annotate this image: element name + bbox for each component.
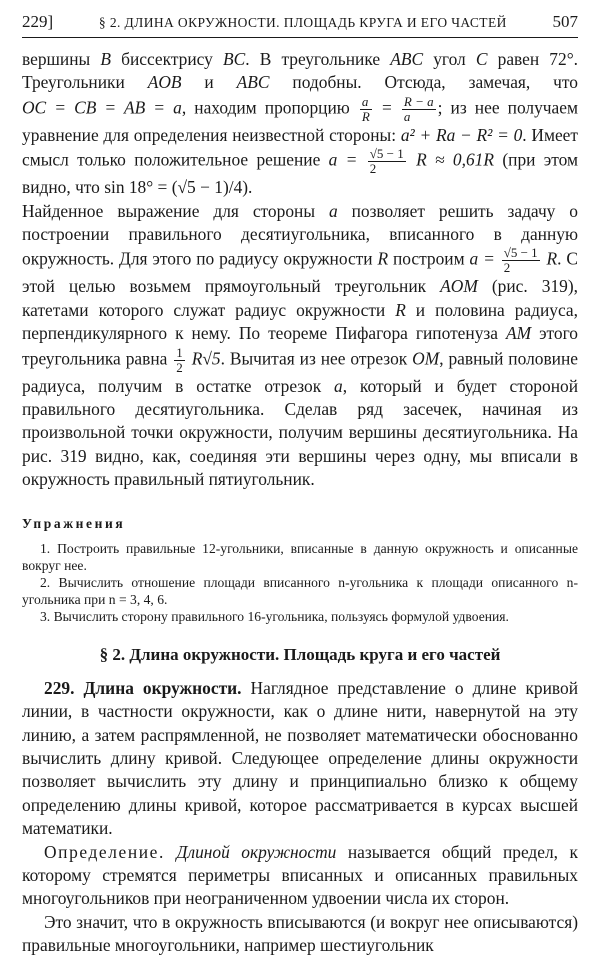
var: ABC <box>236 72 270 93</box>
equation: R√5 <box>186 348 221 369</box>
exercises-heading: Упражнения <box>22 515 126 531</box>
equation: R ≈ 0,61R <box>407 149 494 170</box>
header-title: § 2. ДЛИНА ОКРУЖНОСТИ. ПЛОЩАДЬ КРУГА И ЕГО ЧАСТЕЙ <box>98 15 507 30</box>
text: и половина радиуса, перпендикулярного к нему. По теореме Пифагора гипотенуза <box>22 299 578 344</box>
definition-label: Определение. <box>44 841 165 862</box>
frac-den: a <box>403 108 411 124</box>
frac-den: R <box>361 108 370 124</box>
text: Найденное выражение для стороны <box>22 200 329 221</box>
text: , находим пропорцию <box>181 97 358 118</box>
text: . В треугольнике <box>245 49 391 69</box>
text: . Имеет смысл только положительное решение <box>22 124 578 170</box>
var: C <box>475 49 488 69</box>
running-header <box>22 12 578 38</box>
fraction-r-minus-a <box>402 95 436 124</box>
text: вершины <box>22 49 101 69</box>
paragraph-4 <box>22 841 578 911</box>
text: (рис. 319), катетами которого служат радиус окружности <box>22 276 579 320</box>
text: угол <box>423 49 476 69</box>
fraction-half <box>174 346 185 375</box>
book-page <box>22 12 578 958</box>
text: позволяет решить задачу о построении правильного десятиугольника, вписанного в данную окружность. Для этого по радиусу окружности <box>22 200 579 269</box>
paragraph-5: Это значит, что в окружность вписываются (и вокруг нее описываются) правильные многоугольники, например шестиугольник <box>22 911 578 956</box>
fraction-solution <box>368 147 406 176</box>
page-number: 507 <box>552 12 578 31</box>
var: a <box>334 375 343 396</box>
equals: = <box>373 97 400 118</box>
frac-den: 2 <box>369 161 377 177</box>
frac-num: R − a <box>403 93 434 109</box>
frac-num: √5 − 1 <box>503 245 538 261</box>
exercise-item: 2. Вычислить отношение площади вписанного n-угольника к площади описанного n-угольника при n = 3, 4, 6. <box>22 574 578 607</box>
text: . Вычитая из нее отрезок <box>220 348 413 369</box>
var: AOM <box>440 276 478 297</box>
exercise-item: 1. Построить правильные 12-угольники, вписанные в данную окружность и описанные вокруг нее. <box>22 540 578 573</box>
var: B <box>100 49 111 69</box>
paragraph-1 <box>22 48 578 200</box>
text: (при этом видно, что sin 18° = (√5 − 1)/4). <box>22 149 578 198</box>
text: построим <box>388 248 470 269</box>
equation: a = <box>328 149 366 170</box>
text: равен 72°. Треугольники <box>22 49 578 93</box>
text: , равный половине радиуса, получим в остатке отрезок <box>22 348 578 396</box>
var: AM <box>505 323 532 344</box>
var: OM <box>412 348 440 369</box>
paragraph-3 <box>22 677 578 841</box>
text: , который и будет стороной правильного десятиугольника. Сделав ряд засечек, начиная из произвольной точки окружности, получим вершины десятиугольника. На рис. 319 видно, как, соединяя эти вершины через одну, мы вписали в окружность правильный пятиугольник. <box>22 375 578 490</box>
var: AOB <box>147 72 182 93</box>
text: . С этой целью возьмем прямоугольный треугольник <box>22 248 578 297</box>
frac-den: 2 <box>176 359 183 375</box>
section-number: 229] <box>22 12 54 31</box>
defined-term: Длиной окружности <box>176 841 337 862</box>
fraction-solution <box>502 246 540 275</box>
equation: a = <box>469 248 500 269</box>
text: Наглядное представление о длине кривой линии, в частности окружности, как о длине нити, навернутой на эту линию, а затем распрямленной, не позволяет математически обоснованно вычислить длину кривой. Следующее определение длины окружности позволяет вычислить эту длину и принципиально близко к общему определению длины кривой, которое рассматривается в курсах высшей математики. <box>22 677 578 839</box>
var: a <box>328 200 338 221</box>
text: ; из нее получаем уравнение для определения неизвестной стороны: <box>22 97 578 145</box>
frac-num: √5 − 1 <box>369 146 404 162</box>
exercise-item: 3. Вычислить сторону правильного 16-угольника, пользуясь формулой удвоения. <box>40 608 509 624</box>
frac-den: 2 <box>503 260 511 276</box>
frac-num: 1 <box>176 344 183 360</box>
var: ABC <box>390 49 424 69</box>
equation: a² + Ra − R² = 0 <box>400 124 523 145</box>
text: подобны. Отсюда, замечая, что <box>269 72 578 93</box>
var: R <box>377 248 389 269</box>
text: называется общий предел, к которому стремятся периметры вписанных и описанных правильных многоугольников при неограниченном удвоении числа их сторон. <box>22 841 578 909</box>
frac-num: a <box>360 95 372 110</box>
text: биссектрису <box>110 49 223 69</box>
equation: OC = CB = AB = a <box>22 97 182 118</box>
var: BC <box>223 49 246 69</box>
text: этого треугольника равна <box>22 323 579 369</box>
subsection-title: 229. Длина окружности. <box>44 677 242 698</box>
section-heading: § 2. Длина окружности. Площадь круга и его частей <box>99 644 501 664</box>
text: и <box>181 72 237 93</box>
equation: R <box>541 248 558 269</box>
fraction-a-over-R <box>360 95 372 124</box>
var: R <box>395 299 406 320</box>
paragraph-2 <box>22 200 578 492</box>
